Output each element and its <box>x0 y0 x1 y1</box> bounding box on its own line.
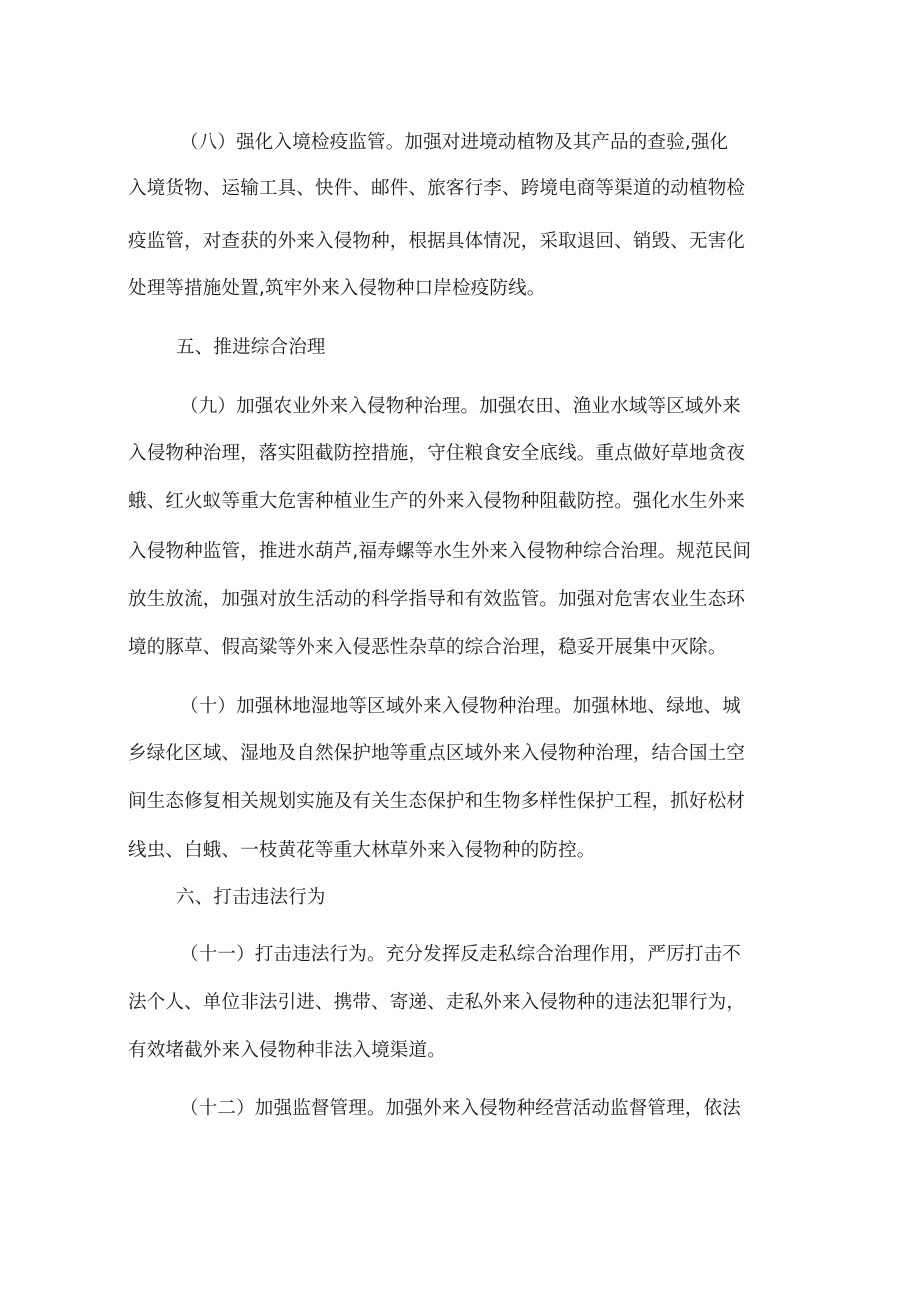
section-heading-6: 六、打击违法行为 <box>176 887 326 908</box>
paragraph-10-line-3: 间生态修复相关规划实施及有关生态保护和生物多样性保护工程，抓好松材 <box>128 791 746 812</box>
paragraph-9-line-6: 境的豚草、假高粱等外来入侵恶性杂草的综合治理，稳妥开展集中灭除。 <box>128 637 727 658</box>
paragraph-11-line-3: 有效堵截外来入侵物种非法入境渠道。 <box>128 1040 446 1061</box>
paragraph-10-line-1: （十）加强林地湿地等区域外来入侵物种治理。加强林地、绿地、城 <box>180 696 742 717</box>
paragraph-8-line-2: 入境货物、运输工具、快件、邮件、旅客行李、跨境电商等渠道的动植物检 <box>128 178 746 199</box>
paragraph-8-line-4: 处理等措施处置,筑牢外来入侵物种口岸检疫防线。 <box>128 278 546 299</box>
section-heading-5: 五、推进综合治理 <box>176 337 326 358</box>
paragraph-8-line-3: 疫监管，对查获的外来入侵物种，根据具体情况，采取退回、销毁、无害化 <box>128 231 746 252</box>
paragraph-10-line-4: 线虫、白蛾、一枝黄花等重大林草外来入侵物种的防控。 <box>128 840 596 861</box>
paragraph-9-line-1: （九）加强农业外来入侵物种治理。加强农田、渔业水域等区域外来 <box>180 396 742 417</box>
paragraph-9-line-4: 入侵物种监管，推进水葫芦,福寿螺等水生外来入侵物种综合治理。规范民间 <box>128 541 752 562</box>
paragraph-11-line-1: （十一）打击违法行为。充分发挥反走私综合治理作用，严厉打击不 <box>180 944 742 965</box>
paragraph-9-line-5: 放生放流，加强对放生活动的科学指导和有效监管。加强对危害农业生态环 <box>128 589 746 610</box>
paragraph-9-line-3: 蛾、红火蚁等重大危害种植业生产的外来入侵物种阻截防控。强化水生外来 <box>128 491 746 512</box>
paragraph-8-line-1: （八）强化入境检疫监管。加强对进境动植物及其产品的查验,强化 <box>180 132 729 153</box>
paragraph-9-line-2: 入侵物种治理，落实阻截防控措施，守住粮食安全底线。重点做好草地贪夜 <box>128 443 746 464</box>
paragraph-11-line-2: 法个人、单位非法引进、携带、寄递、走私外来入侵物种的违法犯罪行为， <box>128 992 746 1013</box>
paragraph-10-line-2: 乡绿化区域、湿地及自然保护地等重点区域外来入侵物种治理，结合国土空 <box>128 743 746 764</box>
paragraph-12-line-1: （十二）加强监督管理。加强外来入侵物种经营活动监督管理，依法 <box>180 1098 742 1119</box>
